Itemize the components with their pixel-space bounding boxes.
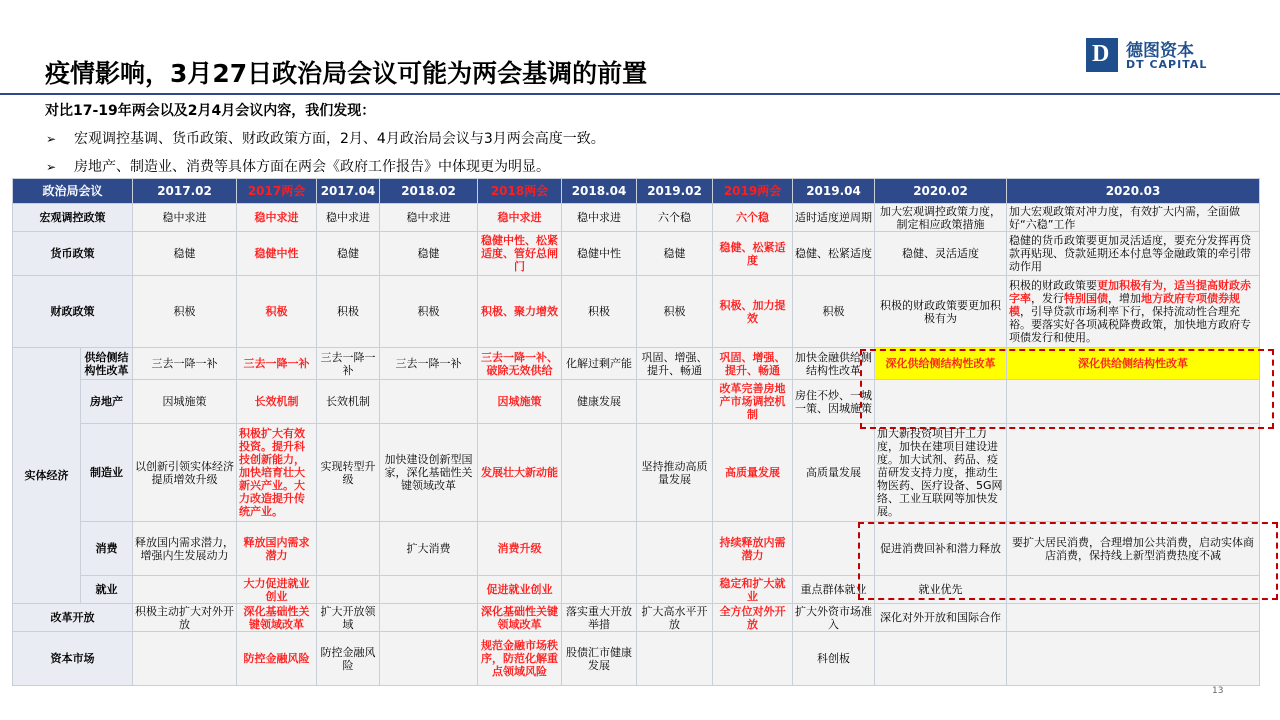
table-cell: 坚持推动高质量发展 bbox=[637, 424, 713, 522]
table-cell bbox=[380, 380, 478, 424]
table-cell: 稳中求进 bbox=[133, 204, 237, 232]
table-cell bbox=[133, 632, 237, 686]
row-header: 消费 bbox=[81, 522, 133, 576]
row-header: 财政政策 bbox=[13, 276, 133, 348]
arrow-bullet-icon: ➢ bbox=[46, 160, 57, 174]
logo-chinese-name: 德图资本 bbox=[1126, 41, 1194, 61]
table-cell: 稳中求进 bbox=[237, 204, 317, 232]
table-cell: 促进就业创业 bbox=[478, 576, 562, 604]
table-cell: 改革完善房地产市场调控机制 bbox=[713, 380, 793, 424]
table-cell bbox=[1007, 576, 1260, 604]
col-header: 2018.02 bbox=[380, 179, 478, 204]
table-cell bbox=[562, 576, 637, 604]
table-cell bbox=[562, 522, 637, 576]
table-cell: 加大新投资项目开工力度，加快在建项目建设进度。加大试剂、药品、疫苗研发支持力度，推动生物医药、医疗设备、5G网络、工业互联网等加快发展。 bbox=[875, 424, 1007, 522]
table-cell: 积极主动扩大对外开放 bbox=[133, 604, 237, 632]
row-header: 宏观调控政策 bbox=[13, 204, 133, 232]
table-cell: 稳健 bbox=[380, 232, 478, 276]
table-cell bbox=[1007, 632, 1260, 686]
col-header: 2017两会 bbox=[237, 179, 317, 204]
table-cell: 防控金融风险 bbox=[317, 632, 380, 686]
table-cell: 积极 bbox=[793, 276, 875, 348]
bullet-1: ➢ 宏观调控基调、货币政策、财政政策方面，2月、4月政治局会议与3月两会高度一致。 bbox=[46, 131, 605, 147]
table-cell bbox=[637, 522, 713, 576]
table-cell bbox=[637, 576, 713, 604]
table-cell: 稳中求进 bbox=[380, 204, 478, 232]
table-cell: 稳健中性 bbox=[562, 232, 637, 276]
col-header: 政治局会议 bbox=[13, 179, 133, 204]
table-cell bbox=[380, 632, 478, 686]
table-cell bbox=[875, 380, 1007, 424]
intro-text: 对比17-19年两会以及2月4月会议内容，我们发现： bbox=[45, 103, 376, 119]
bullet-2: ➢ 房地产、制造业、消费等具体方面在两会《政府工作报告》中体现更为明显。 bbox=[46, 159, 550, 175]
table-cell bbox=[133, 576, 237, 604]
table-cell: 重点群体就业 bbox=[793, 576, 875, 604]
table-cell: 化解过剩产能 bbox=[562, 348, 637, 380]
table-cell: 防控金融风险 bbox=[237, 632, 317, 686]
table-cell: 三去一降一补、破除无效供给 bbox=[478, 348, 562, 380]
table-cell bbox=[562, 424, 637, 522]
row-header: 改革开放 bbox=[13, 604, 133, 632]
table-cell: 深化基础性关键领域改革 bbox=[237, 604, 317, 632]
table-cell: 深化基础性关键领域改革 bbox=[478, 604, 562, 632]
table-cell: 释放国内需求潜力，增强内生发展动力 bbox=[133, 522, 237, 576]
highlight-cell: 深化供给侧结构性改革 bbox=[875, 348, 1007, 380]
table-cell bbox=[1007, 380, 1260, 424]
table-cell: 稳健中性 bbox=[237, 232, 317, 276]
table-cell: 加快金融供给侧结构性改革 bbox=[793, 348, 875, 380]
table-cell: 积极的财政政策要更加积极有为 bbox=[875, 276, 1007, 348]
table-cell bbox=[1007, 424, 1260, 522]
table-cell bbox=[317, 576, 380, 604]
col-header: 2020.03 bbox=[1007, 179, 1260, 204]
table-cell: 扩大外资市场准入 bbox=[793, 604, 875, 632]
table-cell: 促进消费回补和潜力释放 bbox=[875, 522, 1007, 576]
table-cell: 规范金融市场秩序，防范化解重点领域风险 bbox=[478, 632, 562, 686]
table-cell: 积极 bbox=[380, 276, 478, 348]
table-cell: 积极扩大有效投资。提升科技创新能力，加快培育壮大新兴产业。大力改造提升传统产业。 bbox=[237, 424, 317, 522]
page-number: 13 bbox=[1212, 686, 1224, 696]
table-cell: 加大宏观调控政策力度，制定相应政策措施 bbox=[875, 204, 1007, 232]
table-cell: 三去一降一补 bbox=[133, 348, 237, 380]
table-cell: 房住不炒、一城一策、因城施策 bbox=[793, 380, 875, 424]
col-header: 2019.04 bbox=[793, 179, 875, 204]
col-header: 2018.04 bbox=[562, 179, 637, 204]
col-header: 2017.02 bbox=[133, 179, 237, 204]
table-cell bbox=[1007, 604, 1260, 632]
table-cell bbox=[793, 522, 875, 576]
company-logo bbox=[1086, 36, 1256, 76]
table-cell: 积极的财政政策要更加积极有为，适当提高财政赤字率，发行特别国债，增加地方政府专项债券规模，引导贷款市场利率下行，保持流动性合理充裕。要落实好各项减税降费政策，加快地方政府专项债发行和使用。 bbox=[1007, 276, 1260, 348]
row-header: 供给侧结构性改革 bbox=[81, 348, 133, 380]
arrow-bullet-icon: ➢ bbox=[46, 132, 57, 146]
col-header: 2018两会 bbox=[478, 179, 562, 204]
table-cell: 稳中求进 bbox=[478, 204, 562, 232]
table-cell: 三去一降一补 bbox=[317, 348, 380, 380]
table-row bbox=[13, 276, 1260, 348]
row-group-header: 实体经济 bbox=[13, 348, 81, 604]
policy-comparison-table bbox=[12, 178, 1260, 686]
row-header: 制造业 bbox=[81, 424, 133, 522]
table-cell: 积极、加力提效 bbox=[713, 276, 793, 348]
table-row bbox=[13, 204, 1260, 232]
table-cell: 科创板 bbox=[793, 632, 875, 686]
table-cell bbox=[317, 522, 380, 576]
col-header: 2019.02 bbox=[637, 179, 713, 204]
table-cell: 股债汇市健康发展 bbox=[562, 632, 637, 686]
table-cell: 适时适度逆周期 bbox=[793, 204, 875, 232]
table-cell: 积极 bbox=[562, 276, 637, 348]
table-row bbox=[13, 380, 1260, 424]
table-cell: 稳健 bbox=[133, 232, 237, 276]
table-cell: 长效机制 bbox=[317, 380, 380, 424]
table-cell: 扩大开放领域 bbox=[317, 604, 380, 632]
table-cell: 巩固、增强、提升、畅通 bbox=[713, 348, 793, 380]
table-cell: 大力促进就业创业 bbox=[237, 576, 317, 604]
col-header: 2020.02 bbox=[875, 179, 1007, 204]
table-cell: 要扩大居民消费，合理增加公共消费，启动实体商店消费，保持线上新型消费热度不减 bbox=[1007, 522, 1260, 576]
table-cell: 稳中求进 bbox=[562, 204, 637, 232]
table-cell: 实现转型升级 bbox=[317, 424, 380, 522]
table-cell: 积极 bbox=[637, 276, 713, 348]
table-cell: 高质量发展 bbox=[793, 424, 875, 522]
table-cell bbox=[637, 380, 713, 424]
col-header: 2017.04 bbox=[317, 179, 380, 204]
table-cell bbox=[637, 632, 713, 686]
table-cell: 三去一降一补 bbox=[380, 348, 478, 380]
table-cell: 三去一降一补 bbox=[237, 348, 317, 380]
table-cell: 稳健中性、松紧适度、管好总闸门 bbox=[478, 232, 562, 276]
table-cell: 积极、聚力增效 bbox=[478, 276, 562, 348]
table-cell: 稳健 bbox=[317, 232, 380, 276]
row-header: 货币政策 bbox=[13, 232, 133, 276]
table-cell: 高质量发展 bbox=[713, 424, 793, 522]
row-header: 就业 bbox=[81, 576, 133, 604]
logo-mark-icon: D bbox=[1086, 38, 1118, 72]
table-cell: 稳健、灵活适度 bbox=[875, 232, 1007, 276]
table-cell: 加大宏观政策对冲力度，有效扩大内需，全面做好“六稳”工作 bbox=[1007, 204, 1260, 232]
table-cell: 全方位对外开放 bbox=[713, 604, 793, 632]
row-header: 房地产 bbox=[81, 380, 133, 424]
table-cell: 巩固、增强、提升、畅通 bbox=[637, 348, 713, 380]
table-cell bbox=[875, 632, 1007, 686]
table-cell: 积极 bbox=[133, 276, 237, 348]
table-cell bbox=[380, 576, 478, 604]
table-cell: 积极 bbox=[317, 276, 380, 348]
row-header: 资本市场 bbox=[13, 632, 133, 686]
page-title: 疫情影响，3月27日政治局会议可能为两会基调的前置 bbox=[45, 59, 648, 88]
table-cell: 健康发展 bbox=[562, 380, 637, 424]
table-cell bbox=[713, 632, 793, 686]
table-cell: 深化对外开放和国际合作 bbox=[875, 604, 1007, 632]
table-cell: 稳健、松紧适度 bbox=[713, 232, 793, 276]
table-row bbox=[13, 424, 1260, 522]
table-row bbox=[13, 604, 1260, 632]
table-cell: 扩大高水平开放 bbox=[637, 604, 713, 632]
table-row bbox=[13, 232, 1260, 276]
table-cell: 以创新引领实体经济提质增效升级 bbox=[133, 424, 237, 522]
table-cell: 因城施策 bbox=[133, 380, 237, 424]
table-cell: 就业优先 bbox=[875, 576, 1007, 604]
table-row bbox=[13, 576, 1260, 604]
table-cell: 扩大消费 bbox=[380, 522, 478, 576]
table-cell: 发展壮大新动能 bbox=[478, 424, 562, 522]
table-cell: 稳健 bbox=[637, 232, 713, 276]
table-cell: 六个稳 bbox=[713, 204, 793, 232]
table-cell: 持续释放内需潜力 bbox=[713, 522, 793, 576]
table-cell: 释放国内需求潜力 bbox=[237, 522, 317, 576]
table-cell: 稳中求进 bbox=[317, 204, 380, 232]
col-header: 2019两会 bbox=[713, 179, 793, 204]
table-cell: 落实重大开放举措 bbox=[562, 604, 637, 632]
table-header-row bbox=[13, 179, 1260, 204]
logo-english-name: DT CAPITAL bbox=[1126, 58, 1208, 71]
table-row bbox=[13, 522, 1260, 576]
table-cell bbox=[380, 604, 478, 632]
table-cell: 长效机制 bbox=[237, 380, 317, 424]
table-cell: 积极 bbox=[237, 276, 317, 348]
table-row bbox=[13, 632, 1260, 686]
table-cell: 稳定和扩大就业 bbox=[713, 576, 793, 604]
table-cell: 因城施策 bbox=[478, 380, 562, 424]
table-cell: 消费升级 bbox=[478, 522, 562, 576]
table-cell: 六个稳 bbox=[637, 204, 713, 232]
title-divider bbox=[0, 93, 1280, 95]
table-cell: 稳健的货币政策要更加灵活适度，要充分发挥再贷款再贴现、贷款延期还本付息等金融政策的牵引带动作用 bbox=[1007, 232, 1260, 276]
highlight-cell: 深化供给侧结构性改革 bbox=[1007, 348, 1260, 380]
table-cell: 稳健、松紧适度 bbox=[793, 232, 875, 276]
table-cell: 加快建设创新型国家，深化基础性关键领域改革 bbox=[380, 424, 478, 522]
table-row bbox=[13, 348, 1260, 380]
